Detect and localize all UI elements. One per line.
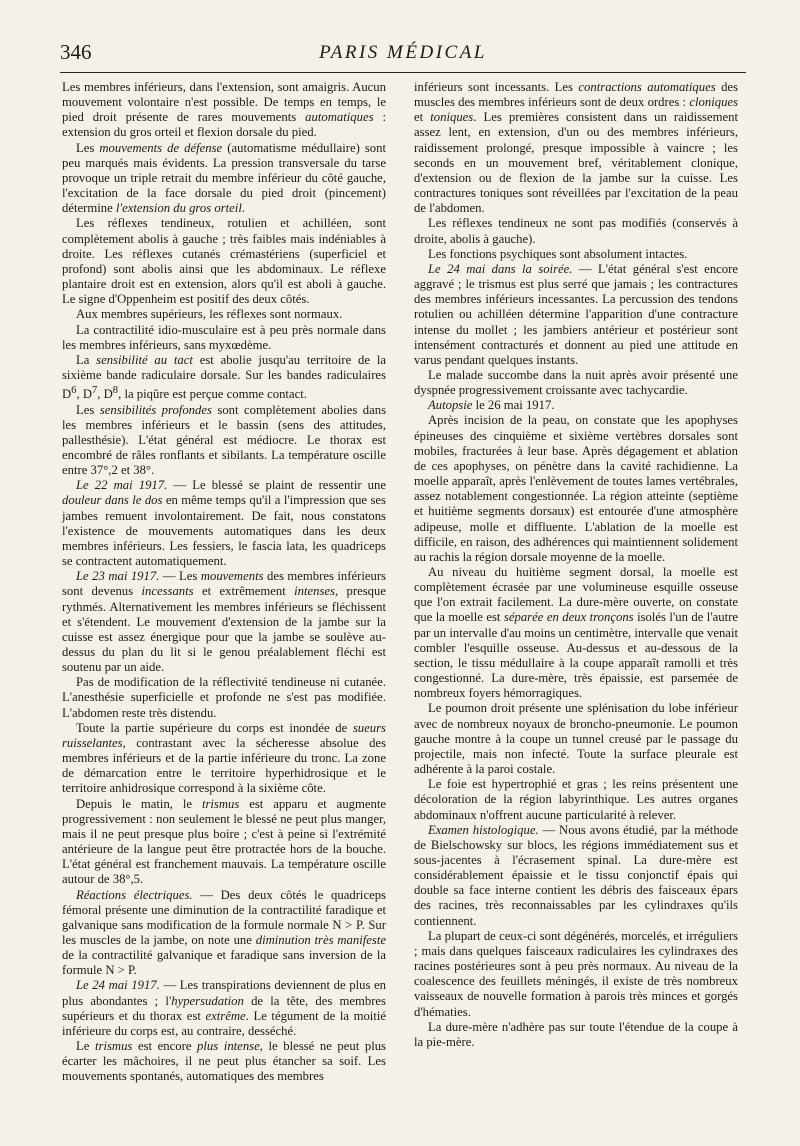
paragraph: La contractilité idio-musculaire est à peu près normale dans les membres inférieurs, sans myxœdème. [62, 322, 386, 352]
paragraph: La plupart de ceux-ci sont dégénérés, morcelés, et irréguliers ; mais dans quelques faisceaux radiculaires les cylindraxes des racines postérieures sont à peu près normaux. Au niveau de la coalescence des feuillets méningés, il existe de très nombreux vaisseaux de nouvelle formation à parois très minces et gorgés d'hématies. [414, 928, 738, 1019]
paragraph: La dure-mère n'adhère pas sur toute l'étendue de la coupe à la pie-mère. [414, 1019, 738, 1049]
paragraph: inférieurs sont incessants. Les contractions automatiques des muscles des membres inférieurs sont de deux ordres : cloniques et toniques. Les premières consistent dans un raidissement assez lent, en extension, d'un ou des membres inférieurs, raidissement prolongé, presque impossible à vaincre ; les seconds en un mouvement bref, véritablement clonique, d'extension ou de flexion de la jambe sur la cuisse. Les contractures toniques sont réveillées par l'excitation de la peau de l'abdomen. [414, 80, 738, 216]
left-column [62, 80, 386, 1085]
page-header [60, 38, 746, 73]
paragraph: Depuis le matin, le trismus est apparu et augmente progressivement : non seulement le blessé ne peut plus manger, mais il ne peut presque plus boire ; c'est à peine si l'extrémité antérieure de la langue peut être protractée hors de la bouche. L'état général est franchement mauvais. La température oscille autour de 38°,5. [62, 796, 387, 887]
paragraph: Le poumon droit présente une splénisation du lobe inférieur avec de nombreux noyaux de broncho-pneumonie. Le poumon gauche montre à la coupe un tunnel creusé par le passage du projectile, mais non infecté. Toute la surface pleurale est adhérente à la paroi costale. [414, 701, 738, 777]
paragraph: Les réflexes tendineux, rotulien et achilléen, sont complètement abolis à gauche ; très faibles mais indéniables à droite. Les réflexes cutanés crémastériens (superficiel et profond) sont abolis ainsi que les abdominaux. Le réflexe plantaire droit est en extension, alors qu'il est aboli à gauche. Le signe d'Oppenheim est positif des deux côtés. [62, 216, 386, 307]
paragraph: Réactions électriques. — Des deux côtés le quadriceps fémoral présente une diminution de la contractilité faradique et galvanique sans modification de la formule normale N > P. Sur les muscles de la jambe, on note une diminution très manifeste de la contractilité galvanique et faradique sans inversion de la formule N > P. [62, 887, 387, 978]
paragraph: Le foie est hypertrophié et gras ; les reins présentent une décoloration de la région labyrinthique. Les autres organes abdominaux n'offrent aucune particularité à relever. [414, 777, 738, 822]
paragraph: Le 23 mai 1917. — Les mouvements des membres inférieurs sont devenus incessants et extrêmement intenses, presque rythmés. Alternativement les membres inférieurs se fléchissent et s'étendent. Le mouvement d'extension de la jambe sur la cuisse est assez énergique pour que la jambe se soulève au-dessus du plan du lit si le genou préalablement fléchi est soutenu par un aide. [62, 569, 386, 675]
paragraph: Le 22 mai 1917. — Le blessé se plaint de ressentir une douleur dans le dos en même temps qu'il a l'impression que ses jambes remuent involontairement. De fait, nous constatons l'existence de mouvements automatiques dans les deux membres inférieurs. Les fessiers, le fascia lata, les quadriceps se contractent automatiquement. [62, 478, 386, 569]
paragraph: Au niveau du huitième segment dorsal, la moelle est complètement écrasée par une volumineuse esquille osseuse que l'on extrait facilement. La dure-mère ouverte, on constate que la moelle est séparée en deux tronçons isolés l'un de l'autre par un intervalle d'au moins un centimètre, intervalle que venait combler l'esquille osseuse. Au-dessus et au-dessous de la section, le tissu médullaire à la coupe apparaît ramolli et très congestionné. La dure-mère, très épaissie, est parsemée de nombreux foyers hémorragiques. [414, 565, 738, 701]
paragraph: Aux membres supérieurs, les réflexes sont normaux. [76, 307, 343, 322]
right-column [414, 80, 738, 1050]
paragraph: Le trismus est encore plus intense, le blessé ne peut plus écarter les mâchoires, il ne peut plus étancher sa soif. Les mouvements spontanés, automatiques des membres [62, 1039, 386, 1084]
paragraph: Les membres inférieurs, dans l'extension, sont amaigris. Aucun mouvement volontaire n'est possible. De temps en temps, le pied droit présente de rares mouvements automatiques : extension du gros orteil et flexion dorsale du pied. [62, 80, 386, 140]
paragraph: Le 24 mai 1917. — Les transpirations deviennent de plus en plus abondantes ; l'hypersudation de la tête, des membres supérieurs et du thorax est extrême. Le tégument de la moitié inférieure du corps est, au contraire, desséché. [62, 978, 387, 1038]
paragraph: Autopsie le 26 mai 1917. [428, 398, 555, 413]
paragraph: Pas de modification de la réflectivité tendineuse ni cutanée. L'anesthésie superficielle et profonde ne s'est pas modifiée. L'abdomen reste très distendu. [62, 675, 386, 720]
paragraph: Les mouvements de défense (automatisme médullaire) sont peu marqués mais évidents. La pression transversale du tarse provoque un triple retrait du membre inférieur du côté gauche, l'excitation de la face dorsale du pied droit (pincement) détermine l'extension du gros orteil. [62, 140, 387, 216]
paragraph: Le 24 mai dans la soirée. — L'état général s'est encore aggravé ; le trismus est plus serré que jamais ; les contractures des membres inférieurs incessantes. La percussion des tendons rotulien ou achilléen détermine l'apparition d'une contracture intense du mollet ; les jambiers antérieur et postérieur sont intensément contracturés et donnent au pied une attitude en varus pendant quelques instants. [414, 261, 738, 367]
paragraph: Après incision de la peau, on constate que les apophyses épineuses des cinquième et sixième vertèbres dorsales sont mobiles, fracturées à leur base. Après dégagement et ablation de ces apophyses, on pénètre dans la cavité rachidienne. La moelle apparaît, après l'enlèvement de toutes lames vertébrales, assez notablement congestionnée. La région atteinte (septième et huitième segments dorsaux) est entourée d'une atmosphère adipeuse, molle et diffluente. L'ablation de la moelle est difficile, en raison, des adhérences qui maintiennent solidement au rachis la région dorsale moyenne de la moelle. [414, 413, 738, 564]
page-number: 346 [60, 40, 92, 64]
paragraph: Toute la partie supérieure du corps est inondée de sueurs ruisselantes, contrastant avec la sécheresse absolue des membres inférieurs et de la partie inférieure du tronc. La zone de démarcation entre le territoire hyperhidrosique et le territoire anhidrosique correspond à la sixième côte. [62, 720, 386, 796]
paragraph: Examen histologique. — Nous avons étudié, par la méthode de Bielschowsky sur blocs, les régions immédiatement sus et sous-jacentes à l'écrasement spinal. La dure-mère est considérablement épaissie et le tissu conjonctif épais qui double sa face interne contient les débris des faisceaux épars des racines, très reconnaissables par les cylindraxes qu'ils contiennent. [414, 822, 738, 928]
running-title: PARIS MÉDICAL [319, 42, 487, 63]
paragraph: Les fonctions psychiques sont absolument intactes. [428, 246, 688, 261]
paragraph: Le malade succombe dans la nuit après avoir présenté une dyspnée progressivement croissante avec tachycardie. [414, 367, 738, 398]
paragraph: Les réflexes tendineux ne sont pas modifiés (conservés à droite, abolis à gauche). [414, 216, 738, 246]
paragraph: Les sensibilités profondes sont complètement abolies dans les membres inférieurs et le bassin (sens des attitudes, pallesthésie). L'état général est médiocre. Le thorax est encombré de râles ronflants et sibilants. La température oscille entre 37°,2 et 38°. [62, 402, 387, 478]
paragraph: La sensibilité au tact est abolie jusqu'au territoire de la sixième bande radiculaire dorsale. Sur les bandes radiculaires $D^6$, $D^7$, $D^8$, la piqûre est perçue comme contact. [62, 352, 386, 402]
